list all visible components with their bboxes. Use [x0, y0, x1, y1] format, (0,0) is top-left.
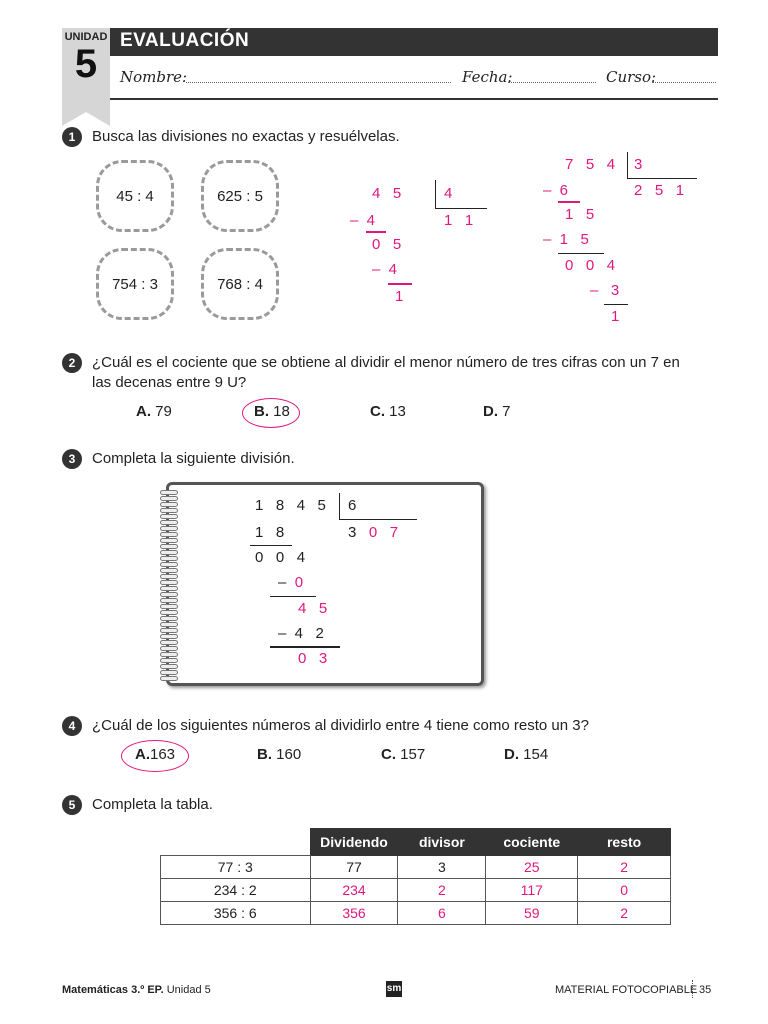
- unit-label: UNIDAD: [64, 31, 108, 43]
- division-card: 754 : 3: [96, 248, 174, 320]
- option-c[interactable]: C. 13: [370, 403, 406, 420]
- question-text: las decenas entre 9 U?: [92, 374, 247, 391]
- spiral-ring: [160, 676, 178, 681]
- row-label: 234 : 2: [161, 879, 311, 902]
- column-header: divisor: [398, 829, 486, 856]
- spiral-ring: [160, 520, 178, 525]
- spiral-ring: [160, 490, 178, 495]
- footer-divider: [692, 980, 693, 998]
- spiral-ring: [160, 598, 178, 603]
- cell-cociente[interactable]: 25: [486, 856, 578, 879]
- table-row: [161, 902, 671, 925]
- table-header-row: [161, 829, 671, 856]
- spiral-ring: [160, 580, 178, 585]
- cell-resto[interactable]: 0: [578, 879, 671, 902]
- cell-resto[interactable]: 2: [578, 902, 671, 925]
- spiral-ring: [160, 646, 178, 651]
- spiral-ring: [160, 652, 178, 657]
- spiral-ring: [160, 616, 178, 621]
- question-number: 3: [62, 449, 82, 469]
- spiral-ring: [160, 538, 178, 543]
- cell-cociente[interactable]: 117: [486, 879, 578, 902]
- unit-tab: [62, 28, 110, 112]
- question-number: 5: [62, 795, 82, 815]
- unit-number: 5: [74, 42, 98, 86]
- spiral-ring: [160, 622, 178, 627]
- title-bar: [110, 28, 718, 56]
- spiral-ring: [160, 664, 178, 669]
- spiral-ring: [160, 502, 178, 507]
- division-card: 768 : 4: [201, 248, 279, 320]
- course-label: Curso:: [606, 68, 657, 86]
- spiral-ring: [160, 658, 178, 663]
- option-d[interactable]: D. 7: [483, 403, 511, 420]
- cell-divisor[interactable]: 6: [398, 902, 486, 925]
- option-b[interactable]: B. 160: [257, 746, 302, 763]
- question-text: ¿Cuál es el cociente que se obtiene al dividir el menor número de tres cifras con un 7 en: [92, 354, 680, 371]
- question-text: Busca las divisiones no exactas y resuélvelas.: [92, 128, 400, 145]
- spiral-ring: [160, 610, 178, 615]
- date-label: Fecha:: [462, 68, 513, 86]
- spiral-ring: [160, 556, 178, 561]
- option-a[interactable]: A. 79: [136, 403, 172, 420]
- row-label: 77 : 3: [161, 856, 311, 879]
- spiral-ring: [160, 514, 178, 519]
- column-header: cociente: [486, 829, 578, 856]
- spiral-ring: [160, 526, 178, 531]
- cell-resto[interactable]: 2: [578, 856, 671, 879]
- spiral-ring: [160, 496, 178, 501]
- spiral-ring: [160, 640, 178, 645]
- spiral-ring: [160, 670, 178, 675]
- column-header: Dividendo: [310, 829, 398, 856]
- footer-material: MATERIAL FOTOCOPIABLE: [555, 984, 698, 996]
- question-number: 1: [62, 127, 82, 147]
- spiral-ring: [160, 508, 178, 513]
- option-d[interactable]: D. 154: [504, 746, 549, 763]
- option-b[interactable]: B. 18: [254, 403, 290, 420]
- table-row: [161, 856, 671, 879]
- cell-dividendo[interactable]: 356: [310, 902, 398, 925]
- spiral-ring: [160, 604, 178, 609]
- cell-dividendo: 77: [310, 856, 398, 879]
- spiral-ring: [160, 532, 178, 537]
- division-table: [160, 828, 671, 925]
- name-field[interactable]: [186, 82, 451, 83]
- question-text: ¿Cuál de los siguientes números al dividirlo entre 4 tiene como resto un 3?: [92, 717, 589, 734]
- table-row: [161, 879, 671, 902]
- cell-cociente[interactable]: 59: [486, 902, 578, 925]
- course-field[interactable]: [652, 82, 716, 83]
- spiral-ring: [160, 562, 178, 567]
- option-c[interactable]: C. 157: [381, 746, 426, 763]
- footer-subject: Matemáticas 3.º EP. Unidad 5: [62, 984, 211, 996]
- header-rule: [110, 98, 718, 100]
- question-number: 2: [62, 353, 82, 373]
- spiral-ring: [160, 628, 178, 633]
- division-card: 45 : 4: [96, 160, 174, 232]
- cell-dividendo[interactable]: 234: [310, 879, 398, 902]
- question-text: Completa la siguiente división.: [92, 450, 295, 467]
- option-a[interactable]: A.163: [135, 746, 176, 763]
- spiral-ring: [160, 544, 178, 549]
- question-text: Completa la tabla.: [92, 796, 213, 813]
- row-label: 356 : 6: [161, 902, 311, 925]
- spiral-ring: [160, 568, 178, 573]
- spiral-ring: [160, 574, 178, 579]
- cell-divisor[interactable]: 2: [398, 879, 486, 902]
- spiral-ring: [160, 592, 178, 597]
- cell-divisor: 3: [398, 856, 486, 879]
- date-field[interactable]: [508, 82, 596, 83]
- column-header: resto: [578, 829, 671, 856]
- page-number: 35: [699, 984, 712, 996]
- publisher-logo: sm: [386, 981, 402, 997]
- spiral-ring: [160, 634, 178, 639]
- question-number: 4: [62, 716, 82, 736]
- division-card: 625 : 5: [201, 160, 279, 232]
- name-label: Nombre:: [120, 68, 188, 86]
- page-title: EVALUACIÓN: [120, 30, 250, 51]
- spiral-ring: [160, 550, 178, 555]
- spiral-ring: [160, 586, 178, 591]
